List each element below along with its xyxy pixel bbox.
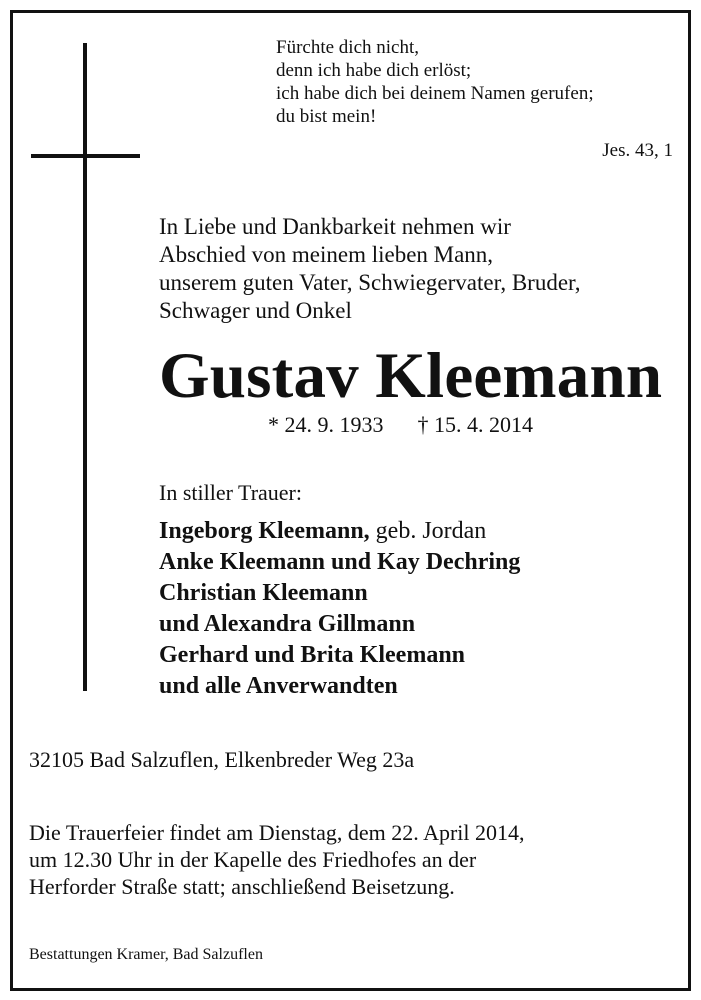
mourners-list: [159, 516, 520, 702]
mourners-heading: In stiller Trauer:: [159, 480, 302, 505]
deceased-name: Gustav Kleemann: [159, 340, 663, 412]
cross-horizontal-bar: [31, 154, 140, 158]
mourner-line: und Alexandra Gillmann: [159, 611, 416, 637]
intro-line: Abschied von meinem lieben Mann,: [159, 242, 494, 267]
ceremony-info: [29, 819, 525, 900]
mourner-line: und alle Anverwandten: [159, 673, 398, 699]
verse-line: du bist mein!: [276, 106, 377, 127]
family-address: 32105 Bad Salzuflen, Elkenbreder Weg 23a: [29, 747, 415, 772]
death-date: † 15. 4. 2014: [417, 412, 533, 437]
verse-line: ich habe dich bei deinem Namen gerufen;: [276, 83, 594, 104]
mourner-line: Christian Kleemann: [159, 580, 368, 606]
verse-line: Fürchte dich nicht,: [276, 37, 419, 58]
cross-vertical-bar: [83, 43, 87, 691]
undertaker-credit: Bestattungen Kramer, Bad Salzuflen: [29, 946, 263, 963]
ceremony-line: Herforder Straße statt; anschließend Beisetzung.: [29, 874, 455, 899]
intro-line: Schwager und Onkel: [159, 298, 352, 323]
birth-date: * 24. 9. 1933: [268, 412, 384, 437]
ceremony-line: Die Trauerfeier findet am Dienstag, dem 22. April 2014,: [29, 820, 525, 845]
intro-line: In Liebe und Dankbarkeit nehmen wir: [159, 214, 511, 239]
life-dates: [268, 412, 533, 438]
verse-line: denn ich habe dich erlöst;: [276, 60, 472, 81]
mourner-line: [159, 516, 520, 547]
ceremony-line: um 12.30 Uhr in der Kapelle des Friedhofes an der: [29, 847, 477, 872]
mourner-line: Gerhard und Brita Kleemann: [159, 642, 466, 668]
mourner-name: Ingeborg Kleemann,: [159, 518, 370, 544]
mourner-maiden-name: geb. Jordan: [369, 518, 487, 544]
mourner-line: Anke Kleemann und Kay Dechring: [159, 549, 521, 575]
verse-reference: Jes. 43, 1: [602, 140, 673, 161]
intro-line: unserem guten Vater, Schwiegervater, Bruder,: [159, 270, 581, 295]
bible-verse: [276, 36, 594, 128]
intro-text: [159, 213, 581, 325]
